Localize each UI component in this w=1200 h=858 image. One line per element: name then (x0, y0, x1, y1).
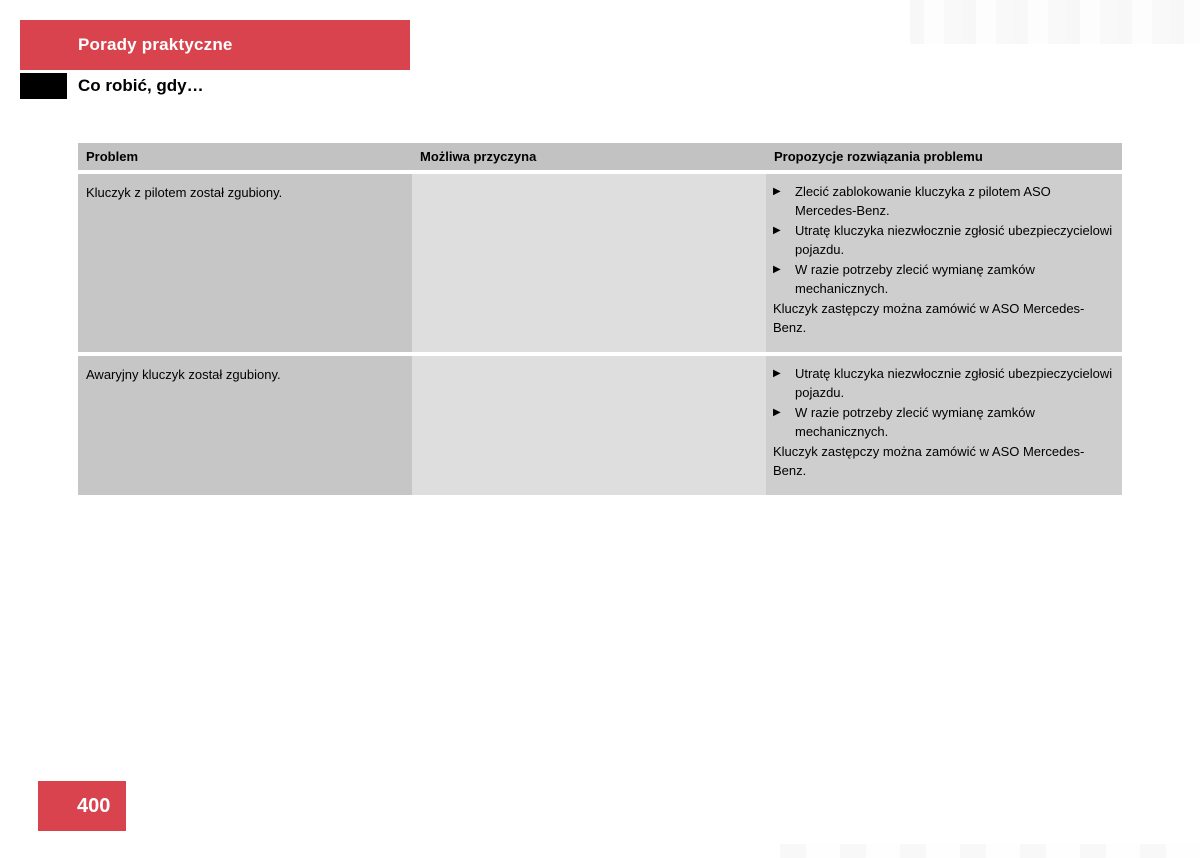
cause-cell (412, 356, 766, 495)
solution-text: Zlecić zablokowanie kluczyka z pilotem ASO Mercedes-Benz. (795, 184, 1051, 218)
header-cause: Możliwa przyczyna (412, 143, 766, 170)
bullet-arrow-icon: ▶ (773, 186, 781, 197)
problem-cell: Awaryjny kluczyk został zgubiony. (78, 356, 412, 495)
solution-item (773, 260, 1114, 298)
solution-text: Utratę kluczyka niezwłocznie zgłosić ubezpieczycielowi pojazdu. (795, 366, 1113, 400)
solution-item (773, 221, 1114, 259)
solution-note (773, 442, 1114, 480)
solution-text: Kluczyk zastępczy można zamówić w ASO Mercedes-Benz. (773, 444, 1085, 478)
solutions-cell (766, 356, 1122, 495)
table-body (78, 174, 1122, 495)
page-number-badge (38, 781, 126, 831)
solution-text: W razie potrzeby zlecić wymianę zamków mechanicznych. (795, 262, 1035, 296)
solution-item (773, 403, 1114, 441)
cause-cell (412, 174, 766, 352)
troubleshooting-table-container (78, 139, 1122, 499)
solution-note (773, 299, 1114, 337)
scan-artifact-top (910, 0, 1200, 44)
solution-item (773, 364, 1114, 402)
section-banner (20, 20, 410, 70)
page-subtitle: Co robić, gdy… (78, 76, 204, 95)
table-row (78, 174, 1122, 352)
bullet-arrow-icon: ▶ (773, 368, 781, 379)
section-title: Porady praktyczne (78, 35, 233, 54)
page-number: 400 (77, 794, 111, 817)
bullet-arrow-icon: ▶ (773, 225, 781, 236)
solution-text: Kluczyk zastępczy można zamówić w ASO Mercedes-Benz. (773, 301, 1085, 335)
bullet-arrow-icon: ▶ (773, 264, 781, 275)
section-marker-icon (20, 73, 67, 99)
table-row (78, 356, 1122, 495)
solution-item (773, 182, 1114, 220)
solution-text: Utratę kluczyka niezwłocznie zgłosić ubezpieczycielowi pojazdu. (795, 223, 1113, 257)
table-header-row (78, 143, 1122, 170)
solutions-cell (766, 174, 1122, 352)
problem-cell: Kluczyk z pilotem został zgubiony. (78, 174, 412, 352)
subtitle-row (20, 73, 204, 99)
scan-artifact-bottom (780, 844, 1200, 858)
bullet-arrow-icon: ▶ (773, 407, 781, 418)
troubleshooting-table (78, 139, 1122, 499)
header-solutions: Propozycje rozwiązania problemu (766, 143, 1122, 170)
header-problem: Problem (78, 143, 412, 170)
solution-text: W razie potrzeby zlecić wymianę zamków mechanicznych. (795, 405, 1035, 439)
